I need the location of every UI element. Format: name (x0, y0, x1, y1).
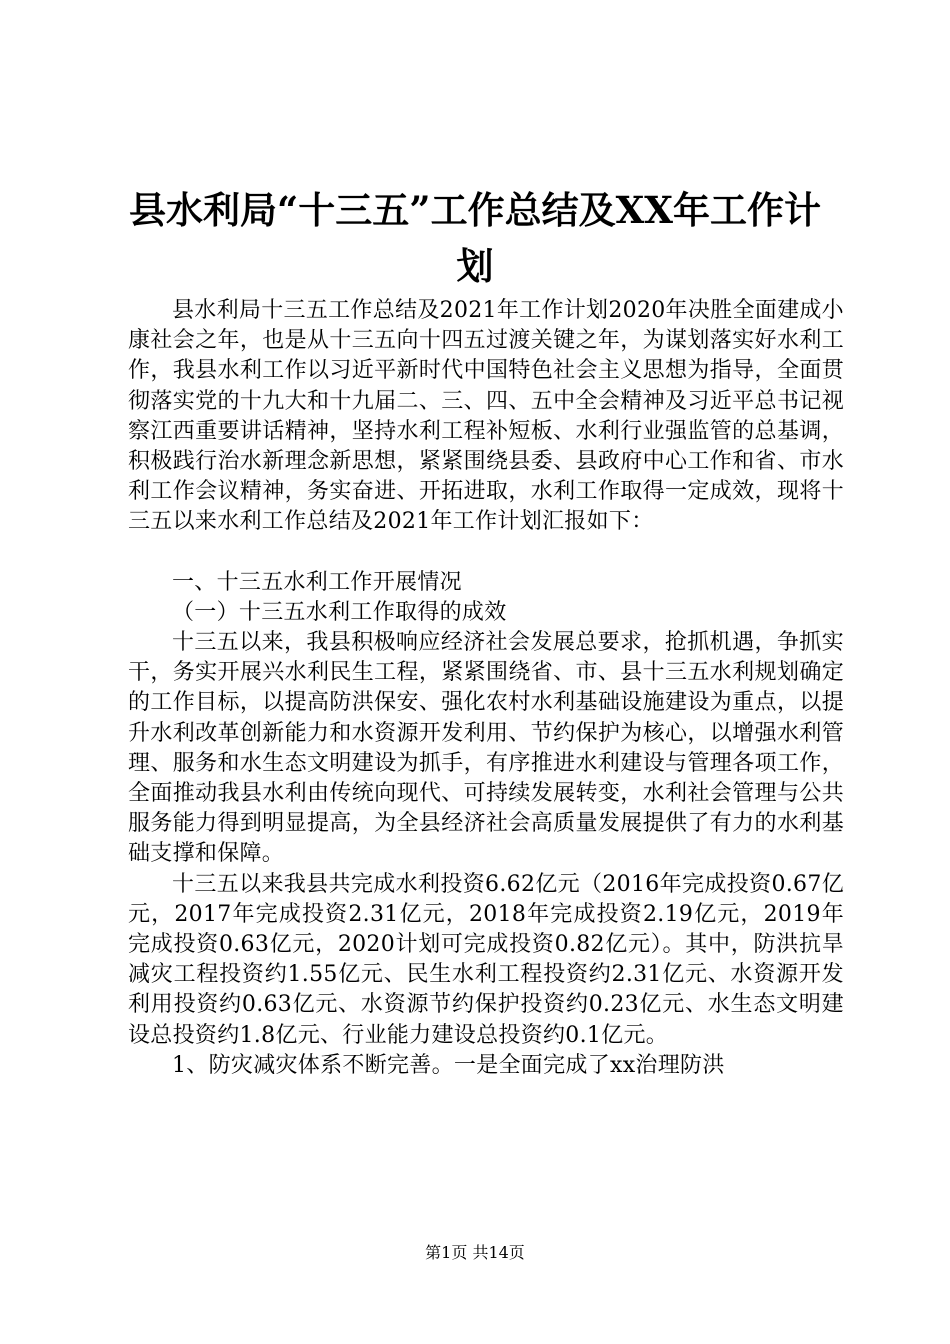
body-paragraph: 十三五以来，我县积极响应经济社会发展总要求，抢抓机遇，争抓实干，务实开展兴水利民生工程，紧紧围绕省、市、县十三五水利规划确定的工作目标，以提高防洪保安、强化农村水利基础设施建设为重点，以提升水利改革创新能力和水资源开发利用、节约保护为核心，以增强水利管理、服务和水生态文明建设为抓手，有序推进水利建设与管理各项工作，全面推动我县水利由传统向现代、可持续发展转变，水利社会管理与公共服务能力得到明显提高，为全县经济社会高质量发展提供了有力的水利基础支撑和保障。 (128, 630, 844, 867)
section-heading: 一、十三五水利工作开展情况 (172, 569, 462, 595)
page-footer: 第1页 共14页 (425, 1243, 525, 1262)
investment-paragraph: 十三五以来我县共完成水利投资6.62亿元（2016年完成投资0.67亿元，2017年完成投资2.31亿元，2018年完成投资2.19亿元，2019年完成投资0.63亿元，2020计划可完成投资0.82亿元）。其中，防洪抗旱减灾工程投资约1.55亿元、民生水利工程投资约2.31亿元、水资源开发利用投资约0.63亿元、水资源节约保护投资约0.23亿元、水生态文明建设总投资约1.8亿元、行业能力建设总投资约0.1亿元。 (128, 871, 844, 1048)
document-body (128, 296, 844, 1081)
intro-paragraph: 县水利局十三五工作总结及2021年工作计划2020年决胜全面建成小康社会之年，也是从十三五向十四五过渡关键之年，为谋划落实好水利工作，我县水利工作以习近平新时代中国特色社会主义思想为指导，全面贯彻落实党的十九大和十九届二、三、四、五中全会精神及习近平总书记视察江西重要讲话精神，坚持水利工程补短板、水利行业强监管的总基调，积极践行治水新理念新思想，紧紧围绕县委、县政府中心工作和省、市水利工作会议精神，务实奋进、开拓进取，水利工作取得一定成效，现将十三五以来水利工作总结及2021年工作计划汇报如下： (128, 298, 844, 535)
document-title-continued: 划 (456, 244, 494, 288)
subsection-heading: （一）十三五水利工作取得的成效 (172, 599, 507, 625)
item-paragraph: 1、防灾减灾体系不断完善。一是全面完成了xx治理防洪 (172, 1052, 725, 1078)
document-title: 县水利局“十三五”工作总结及XX年工作计 (129, 188, 821, 232)
